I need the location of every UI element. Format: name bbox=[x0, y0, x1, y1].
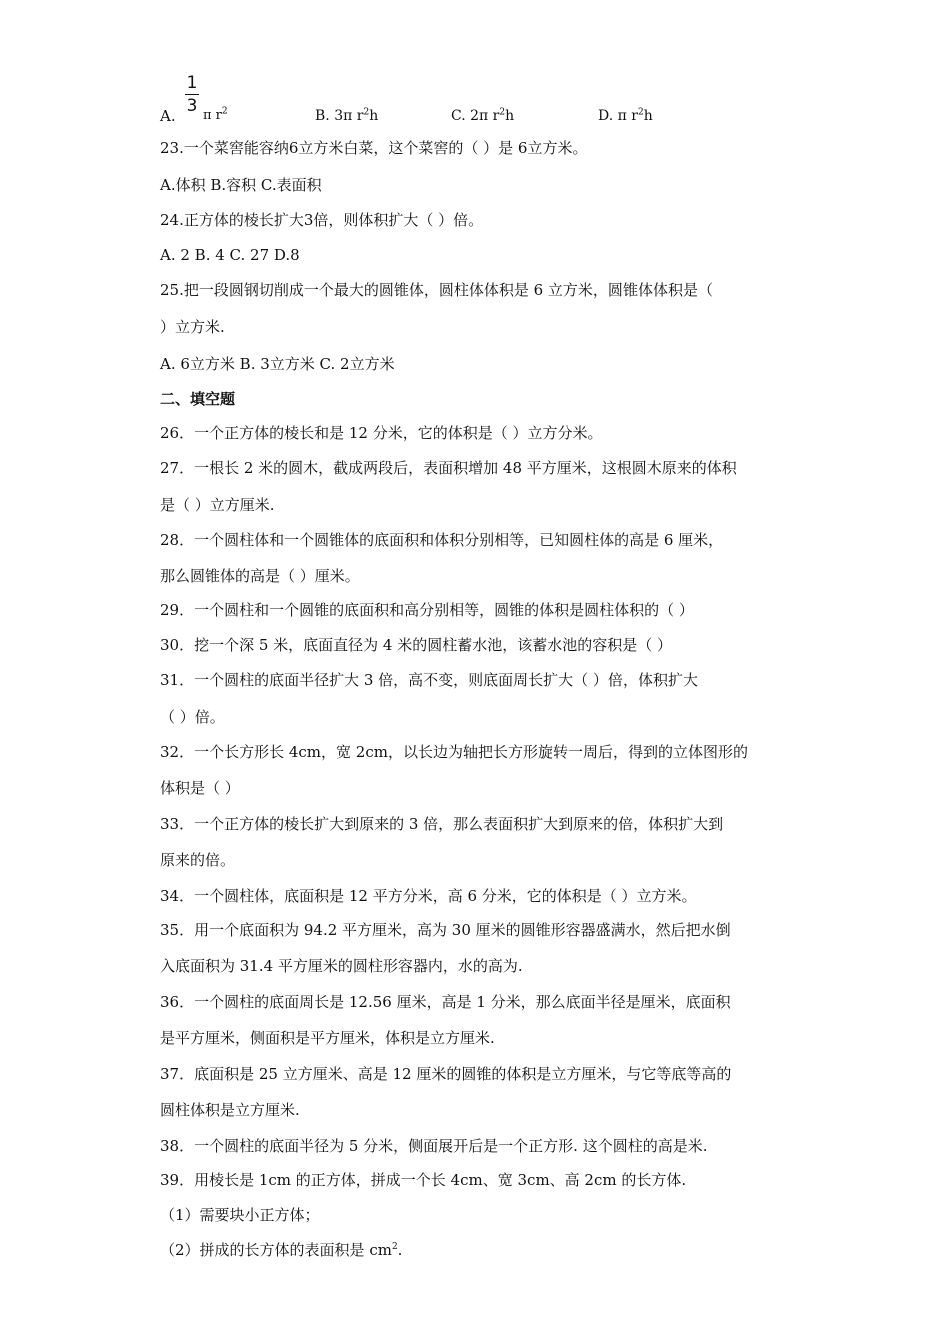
question-39-part-2: （2）拼成的长方体的表面积是 $cm^2$. bbox=[160, 1241, 403, 1259]
question-25-options: A. 6立方米 B. 3立方米 C. 2立方米 bbox=[160, 355, 395, 373]
question-39-part-1: （1）需要块小正方体； bbox=[160, 1206, 320, 1224]
question-37-line-1: 37．底面积是 25 立方厘米、高是 12 厘米的圆锥的体积是立方厘米，与它等底等高的 bbox=[160, 1065, 732, 1083]
question-32-line-2: 体积是（ ） bbox=[160, 779, 240, 797]
question-38: 38．一个圆柱的底面半径为 5 分米，侧面展开后是一个正方形. 这个圆柱的高是米. bbox=[160, 1137, 708, 1155]
option-a-formula: π $r^2$ bbox=[203, 106, 228, 123]
question-24-options: A. 2 B. 4 C. 27 D.8 bbox=[160, 246, 300, 264]
question-28-line-1: 28．一个圆柱体和一个圆锥体的底面积和体积分别相等，已知圆柱体的高是 6 厘米， bbox=[160, 531, 724, 549]
question-24: 24.正方体的棱长扩大3倍，则体积扩大（ ）倍。 bbox=[160, 211, 484, 229]
question-39: 39．用棱长是 1cm 的正方体，拼成一个长 4cm、宽 3cm、高 2cm 的长方体. bbox=[160, 1171, 687, 1189]
fraction-bar bbox=[185, 94, 199, 95]
option-d-formula: D. π $r^2h$ bbox=[598, 107, 653, 124]
option-c-formula: C. 2π $r^2h$ bbox=[451, 107, 515, 124]
question-37-line-2: 圆柱体积是立方厘米. bbox=[160, 1101, 300, 1119]
question-36-line-2: 是平方厘米，侧面积是平方厘米，体积是立方厘米. bbox=[160, 1029, 495, 1047]
question-33-line-2: 原来的倍。 bbox=[160, 851, 236, 869]
question-35-line-1: 35．用一个底面积为 94.2 平方厘米，高为 30 厘米的圆锥形容器盛满水，然后把水倒 bbox=[160, 921, 731, 939]
question-27-line-2: 是（ ）立方厘米. bbox=[160, 496, 275, 514]
question-25-line-1: 25.把一段圆钢切削成一个最大的圆锥体，圆柱体体积是 6 立方米，圆锥体体积是（ bbox=[160, 281, 713, 299]
question-27-line-1: 27．一根长 2 米的圆木，截成两段后，表面积增加 48 平方厘米，这根圆木原来的体积 bbox=[160, 459, 737, 477]
question-28-line-2: 那么圆锥体的高是（ ）厘米。 bbox=[160, 567, 360, 585]
question-33-line-1: 33．一个正方体的棱长扩大到原来的 3 倍，那么表面积扩大到原来的倍，体积扩大到 bbox=[160, 815, 724, 833]
question-23: 23.一个菜窖能容纳6立方米白菜，这个菜窖的（ ）是 6立方米。 bbox=[160, 139, 588, 157]
question-29: 29．一个圆柱和一个圆锥的底面积和高分别相等，圆锥的体积是圆柱体积的（ ） bbox=[160, 601, 694, 619]
question-36-line-1: 36．一个圆柱的底面周长是 12.56 厘米，高是 1 分米，那么底面半径是厘米，底面积 bbox=[160, 993, 731, 1011]
question-34: 34．一个圆柱体，底面积是 12 平方分米，高 6 分米，它的体积是（ ）立方米。 bbox=[160, 887, 697, 905]
option-b-formula: B. 3π $r^2h$ bbox=[315, 107, 379, 124]
question-25-line-2: ）立方米. bbox=[160, 318, 225, 336]
question-30: 30．挖一个深 5 米，底面直径为 4 米的圆柱蓄水池，该蓄水池的容积是（ ） bbox=[160, 636, 673, 654]
question-23-options: A.体积 B.容积 C.表面积 bbox=[160, 176, 322, 194]
option-a-label: A. bbox=[160, 107, 176, 125]
fraction-denominator: 3 bbox=[186, 96, 198, 116]
question-35-line-2: 入底面积为 31.4 平方厘米的圆柱形容器内，水的高为. bbox=[160, 957, 523, 975]
fraction-one-third bbox=[185, 74, 199, 115]
question-31-line-1: 31．一个圆柱的底面半径扩大 3 倍，高不变，则底面周长扩大（ ）倍，体积扩大 bbox=[160, 671, 698, 689]
section-heading-fill-in: 二、填空题 bbox=[160, 390, 236, 408]
fraction-numerator: 1 bbox=[186, 73, 198, 93]
question-32-line-1: 32．一个长方形长 4cm，宽 2cm，以长边为轴把长方形旋转一周后，得到的立体图形的 bbox=[160, 743, 748, 761]
question-31-line-2: （ ）倍。 bbox=[160, 708, 225, 726]
question-26: 26．一个正方体的棱长和是 12 分米，它的体积是（ ）立方分米。 bbox=[160, 424, 603, 442]
